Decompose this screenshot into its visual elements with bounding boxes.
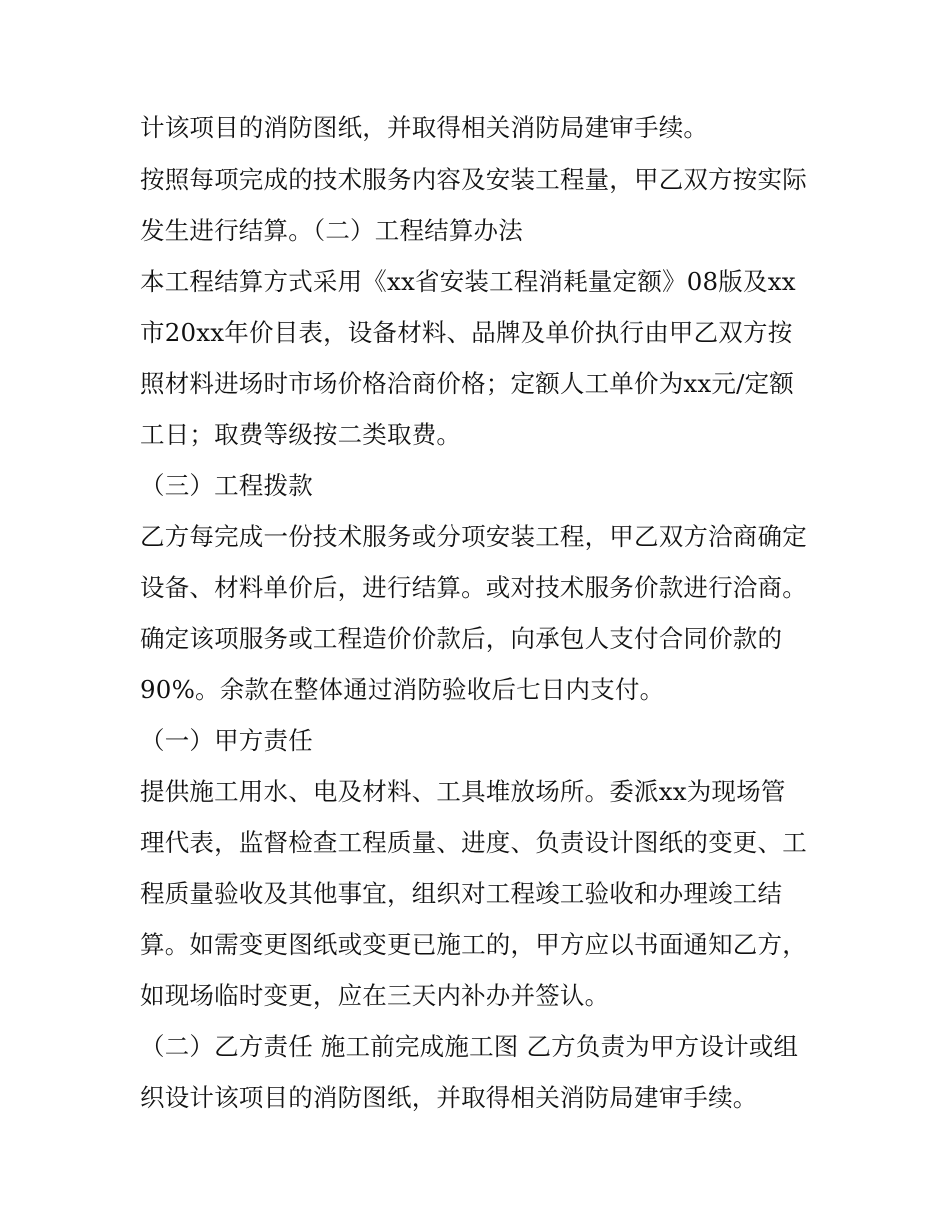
text-line-6: 照材料进场时市场价格洽商价格；定额人工单价为xx元/定额 bbox=[140, 369, 794, 398]
section-heading-1: （一）甲方责任 bbox=[140, 726, 313, 755]
text-line-9: 乙方每完成一份技术服务或分项安装工程，甲乙双方洽商确定 bbox=[140, 522, 807, 551]
text-line-2: 按照每项完成的技术服务内容及安装工程量，甲乙双方按实际 bbox=[140, 165, 807, 194]
text-line-20: 织设计该项目的消防图纸，并取得相关消防局建审手续。 bbox=[140, 1083, 758, 1112]
text-line-16: 程质量验收及其他事宜，组织对工程竣工验收和办理竣工结 bbox=[140, 879, 783, 908]
section-heading-3: （三）工程拨款 bbox=[140, 471, 313, 500]
text-line-14: 提供施工用水、电及材料、工具堆放场所。委派xx为现场管 bbox=[140, 777, 786, 806]
text-line-1: 计该项目的消防图纸，并取得相关消防局建审手续。 bbox=[140, 113, 709, 142]
text-line-3: 发生进行结算。（二）工程结算办法 bbox=[140, 216, 523, 245]
text-line-10: 设备、材料单价后，进行结算。或对技术服务价款进行洽商。 bbox=[140, 573, 807, 602]
text-line-18: 如现场临时变更，应在三天内补办并签认。 bbox=[140, 981, 610, 1010]
text-line-4: 本工程结算方式采用《xx省安装工程消耗量定额》08版及xx bbox=[140, 267, 796, 296]
text-line-17: 算。如需变更图纸或变更已施工的，甲方应以书面通知乙方， bbox=[140, 930, 807, 959]
text-line-12: 90%。余款在整体通过消防验收后七日内支付。 bbox=[140, 675, 665, 704]
text-line-5: 市20xx年价目表，设备材料、品牌及单价执行由甲乙双方按 bbox=[140, 318, 793, 347]
text-line-15: 理代表，监督检查工程质量、进度、负责设计图纸的变更、工 bbox=[140, 828, 807, 857]
section-heading-2: （二）乙方责任 施工前完成施工图 乙方负责为甲方设计或组 bbox=[140, 1032, 799, 1061]
text-line-11: 确定该项服务或工程造价价款后，向承包人支付合同价款的 bbox=[140, 624, 783, 653]
text-line-7: 工日；取费等级按二类取费。 bbox=[140, 420, 462, 449]
